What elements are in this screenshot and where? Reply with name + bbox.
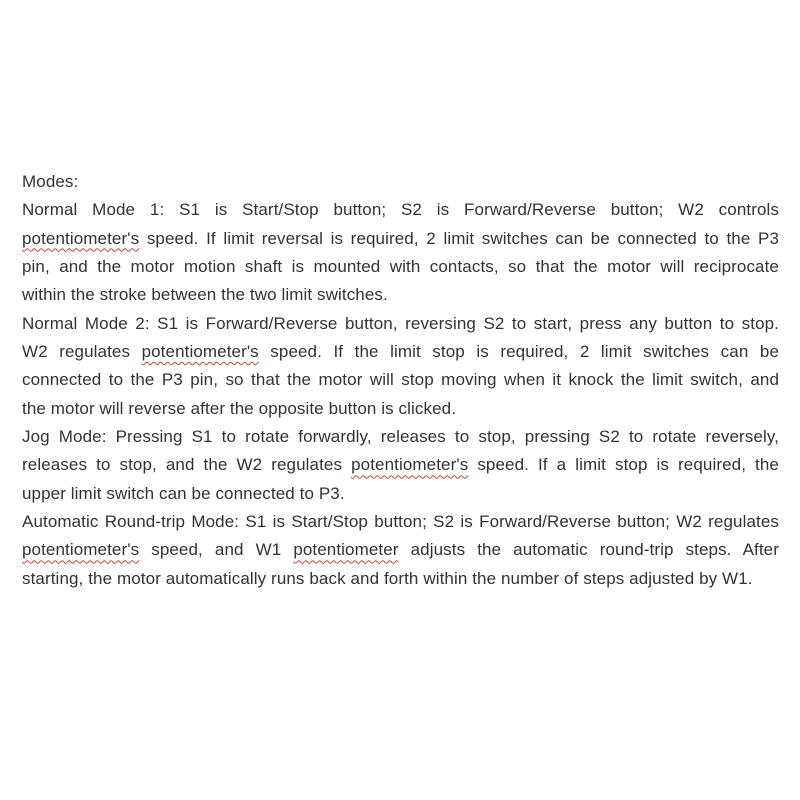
text-line	[22, 451, 779, 479]
text-segment: upper limit switch can be connected to P3.	[22, 483, 345, 503]
text-line	[22, 310, 779, 338]
paragraph-automatic-round-trip-mode	[22, 508, 779, 593]
text-segment: releases to stop, and the W2 regulates	[22, 455, 352, 475]
paragraph-normal-mode-1	[22, 196, 779, 309]
text-segment: speed. If the limit stop is required, 2 limit switches can be	[258, 342, 780, 362]
text-segment: W2 regulates	[22, 342, 142, 362]
text-line	[22, 253, 779, 281]
text-line	[22, 366, 779, 394]
paragraph-normal-mode-2	[22, 310, 779, 423]
text-segment: speed. If a limit stop is required, the	[468, 455, 779, 475]
spellcheck-underlined-word: potentiometer's	[22, 540, 140, 560]
text-segment: Automatic Round-trip Mode: S1 is Start/Stop button; S2 is Forward/Reverse button; W2 regulates	[22, 512, 779, 532]
text-segment: Jog Mode: Pressing S1 to rotate forwardly, releases to stop, pressing S2 to rotate reversely,	[22, 427, 779, 447]
text-segment: Normal Mode 1: S1 is Start/Stop button; S2 is Forward/Reverse button; W2 controls	[22, 200, 779, 220]
document-body	[22, 196, 779, 593]
text-segment: speed, and W1	[139, 540, 294, 560]
text-segment: the motor will reverse after the opposite button is clicked.	[22, 398, 457, 418]
text-segment: connected to the P3 pin, so that the motor will stop moving when it knock the limit switch, and	[22, 370, 779, 390]
text-segment: starting, the motor automatically runs back and forth within the number of steps adjusted by W1.	[22, 568, 753, 588]
text-segment: within the stroke between the two limit switches.	[22, 285, 388, 305]
text-line	[22, 536, 779, 564]
text-line	[22, 395, 779, 423]
paragraph-jog-mode	[22, 423, 779, 508]
text-segment: pin, and the motor motion shaft is mounted with contacts, so that the motor will reciprocate	[22, 257, 779, 277]
spellcheck-underlined-word: potentiometer's	[141, 342, 259, 362]
document-heading: Modes:	[22, 172, 79, 191]
text-line	[22, 508, 779, 536]
text-line	[22, 225, 779, 253]
text-line	[22, 480, 779, 508]
text-line	[22, 338, 779, 366]
text-line	[22, 423, 779, 451]
spellcheck-underlined-word: potentiometer's	[22, 228, 140, 248]
text-line	[22, 196, 779, 224]
text-line	[22, 565, 779, 593]
spellcheck-underlined-word: potentiometer	[293, 540, 399, 560]
text-segment: Normal Mode 2: S1 is Forward/Reverse button, reversing S2 to start, press any button to stop.	[22, 313, 779, 333]
text-segment: adjusts the automatic round-trip steps. After	[398, 540, 779, 560]
text-segment: speed. If limit reversal is required, 2 limit switches can be connected to the P3	[139, 228, 779, 248]
text-line	[22, 281, 779, 309]
spellcheck-underlined-word: potentiometer's	[351, 455, 469, 475]
